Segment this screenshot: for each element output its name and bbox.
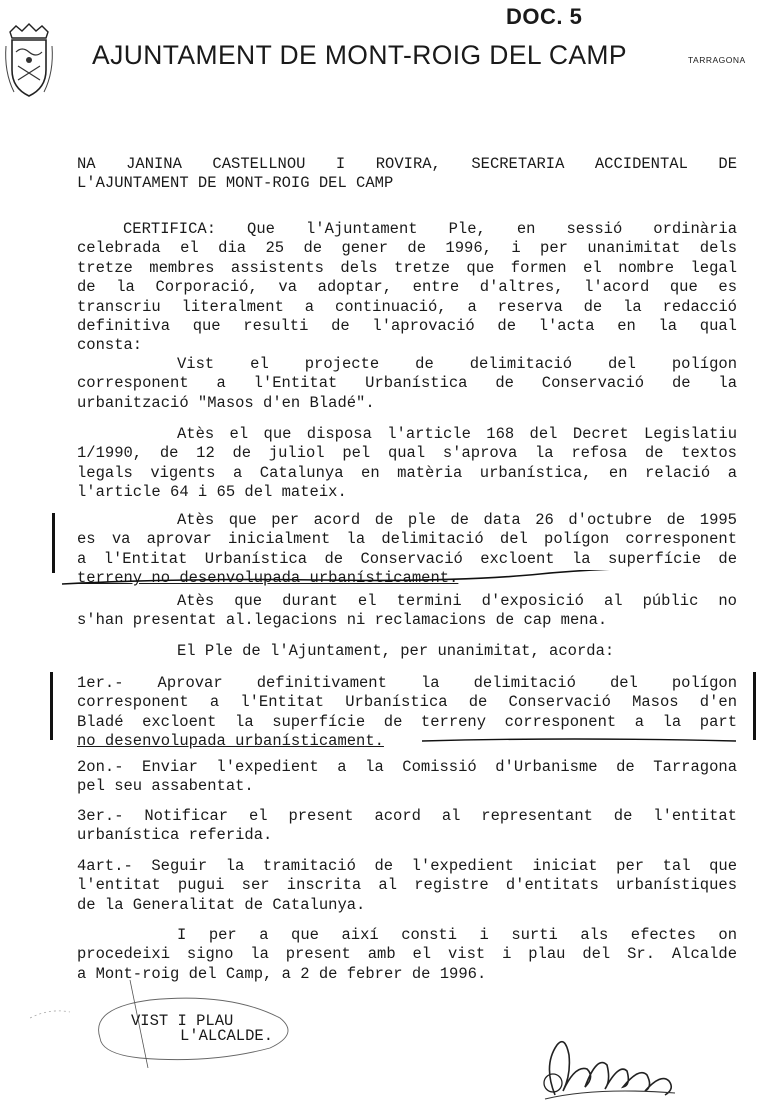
handwritten-signature-icon	[535, 1025, 685, 1107]
text-line: celebrada el dia 25 de gener de 1996, i per unanimitat dels	[77, 239, 737, 258]
stamp-line-1: VIST I PLAU	[131, 1012, 234, 1030]
stamp-line-2: L'ALCALDE.	[180, 1027, 274, 1045]
text-line: terreny no desenvolupada urbanísticament.	[77, 569, 459, 588]
text-line: a Mont-roig del Camp, a 2 de febrer de 1996.	[77, 964, 487, 983]
text-line: 1er.- Aprovar definitivament la delimitació del polígon	[77, 674, 737, 692]
text-line: procedeixi signo la present amb el vist i plau del Sr. Alcalde	[77, 945, 737, 964]
text-line: Atès que per acord de ple de data 26 d'octubre de 1995	[177, 511, 737, 529]
point-3-paragraph	[77, 807, 737, 846]
text-line: a l'Entitat Urbanística de Conservació excloent la superfície de	[77, 549, 737, 568]
text-line: no desenvolupada urbanísticament.	[77, 732, 384, 751]
header-province: TARRAGONA	[688, 55, 746, 65]
text-line: legals vigents a Catalunya en matèria urbanística, en relació a	[77, 463, 737, 482]
text-line: 3er.- Notificar el present acord al representant de l'entitat	[77, 807, 737, 825]
text-line: definitiva que resulti de l'aprovació de l'acta en la qual	[77, 317, 737, 336]
text-line: urbanística referida.	[77, 826, 273, 845]
text-line: Bladé excloent la superfície de terreny corresponent a la part	[77, 712, 737, 731]
text-line: corresponent a l'Entitat Urbanística de Conservació de la	[77, 374, 737, 393]
text-line: 4art.- Seguir la tramitació de l'expedient iniciat per tal que	[77, 857, 737, 875]
text-line: CERTIFICA: Que l'Ajuntament Ple, en sessió ordinària	[123, 220, 737, 238]
text-line: Atès que durant el termini d'exposició al públic no	[177, 592, 737, 610]
certifica-paragraph	[77, 220, 737, 356]
doc-label: DOC. 5	[506, 4, 583, 29]
text-line: es va aprovar inicialment la delimitació del polígon corresponent	[77, 530, 737, 549]
header-title: AJUNTAMENT DE MONT-ROIG DEL CAMP	[92, 40, 627, 70]
coat-of-arms-icon	[2, 22, 56, 104]
text-line: El Ple de l'Ajuntament, per unanimitat, acorda:	[177, 642, 615, 660]
text-line: transcriu literalment a continuació, a reserva de la redacció	[77, 297, 737, 316]
margin-mark	[52, 513, 55, 573]
text-line: I per a que així consti i surti als efectes on	[177, 926, 737, 944]
text-line: l'entitat pugui ser inscrita al registre d'entitats urbanístiques	[77, 876, 737, 895]
intro-block	[77, 155, 737, 194]
text-line: urbanització "Masos d'en Bladé".	[77, 393, 375, 412]
text-line: Vist el projecte de delimitació del polígon	[177, 355, 737, 373]
ates-paragraph-1	[77, 425, 737, 503]
text-line: s'han presentat al.legacions ni reclamacions de cap mena.	[77, 611, 608, 630]
text-line: pel seu assabentat.	[77, 777, 254, 796]
ates-paragraph-3	[77, 592, 737, 631]
text-line: corresponent a l'Entitat Urbanística de Conservació Masos d'en	[77, 693, 737, 712]
text-line: consta:	[77, 336, 143, 355]
text-line: 1/1990, de 12 de juliol pel qual s'aprova la refosa de textos	[77, 444, 737, 463]
point-2-paragraph	[77, 758, 737, 797]
handwritten-underline	[420, 735, 740, 745]
text-line: l'article 64 i 65 del mateix.	[77, 483, 347, 502]
closing-paragraph	[77, 926, 737, 984]
acorda-paragraph	[77, 642, 737, 661]
text-line: 2on.- Enviar l'expedient a la Comissió d'Urbanisme de Tarragona	[77, 758, 737, 776]
intro-line: NA JANINA CASTELLNOU I ROVIRA, SECRETARIA ACCIDENTAL DE	[77, 155, 737, 173]
text-line: Atès el que disposa l'article 168 del Decret Legislatiu	[177, 425, 737, 443]
text-line: de la Corporació, va adoptar, entre d'altres, l'acord que es	[77, 278, 737, 297]
margin-mark	[50, 672, 53, 740]
text-line: tretze membres assistents dels tretze que formen el nombre legal	[77, 258, 737, 277]
point-4-paragraph	[77, 857, 737, 915]
intro-line: L'AJUNTAMENT DE MONT-ROIG DEL CAMP	[77, 174, 394, 193]
text-line: de la Generalitat de Catalunya.	[77, 895, 366, 914]
vist-paragraph	[77, 355, 737, 413]
margin-mark	[753, 672, 756, 740]
handwritten-underline	[60, 570, 740, 590]
